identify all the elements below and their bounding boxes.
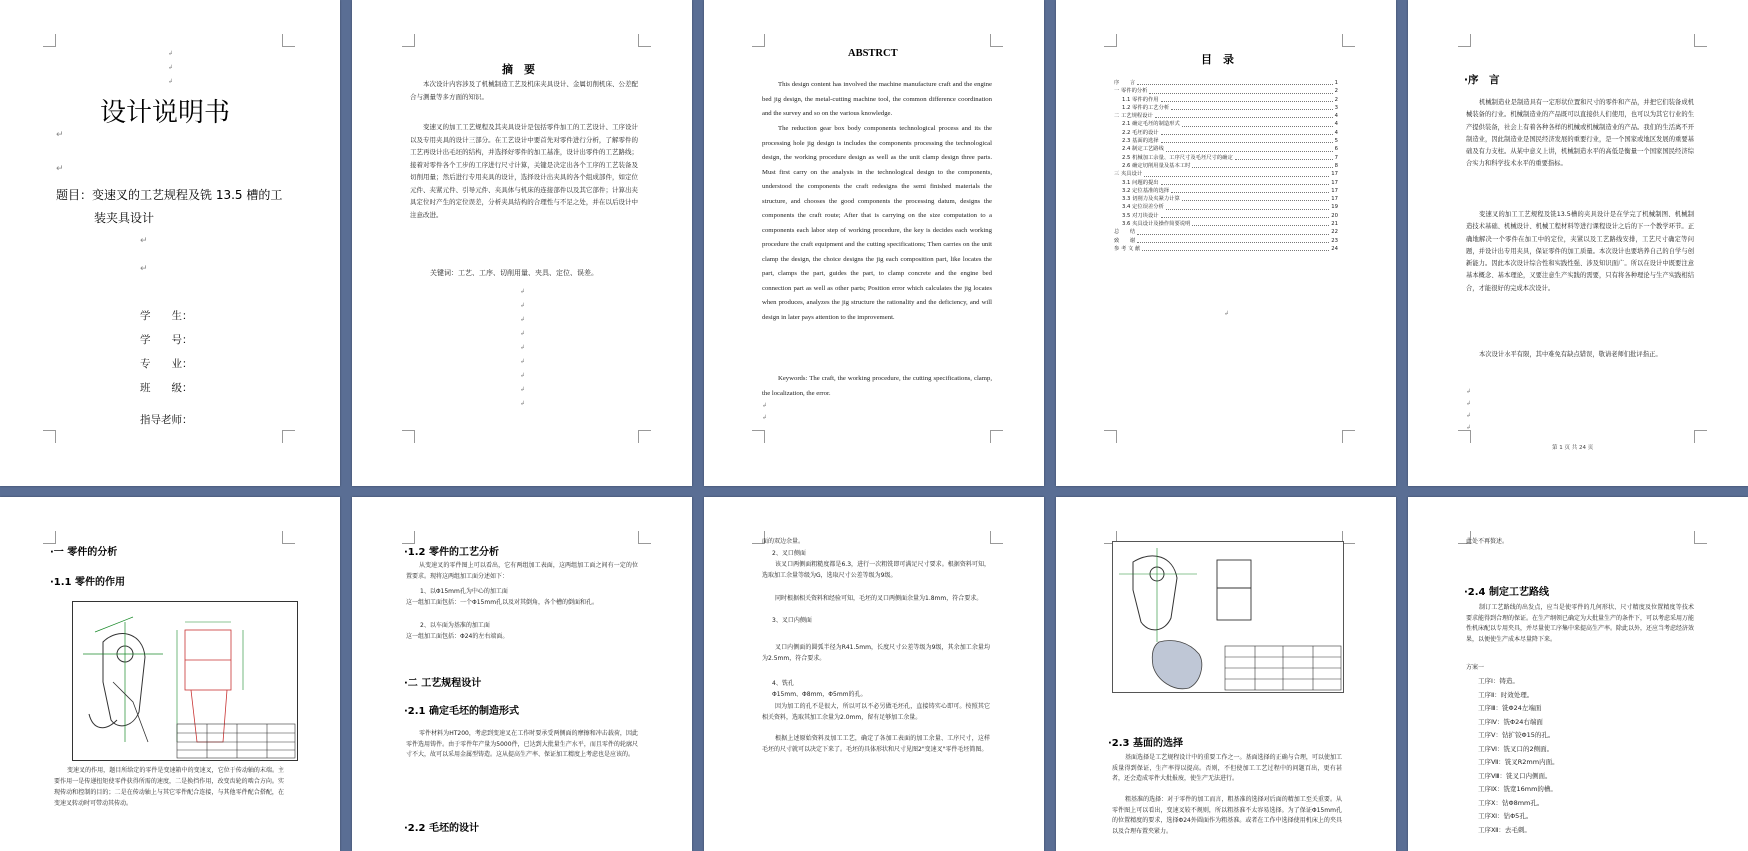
toc-leader [1137,237,1329,243]
toc-entry [1114,79,1338,87]
route-step: 工序Ⅺ：钻Φ5孔。 [1478,812,1533,820]
route-para-1: 制订工艺路线的出发点，应当是使零件的几何形状、尺寸精度及位置精度等技术要求能得到合理的保证。在生产纲领已确定为大批量生产的条件下，可以考虑采用万能性机床配以专用夹具，并尽量使工序集中来提高生产率。除此以外，还应当考虑经济效果，以便使生产成本尽量降下来。 [1466,604,1695,643]
toc-entry-page: 22 [1331,229,1338,236]
route-step: 工序Ⅶ：铣叉R2mm内面。 [1478,758,1559,766]
abstract-para-2: 变速叉的加工工艺规程及其夹具设计是包括零件加工的工艺设计、工序设计以及专用夹具的设计三部分。在工艺设计中要首先对零件进行分析，了解零件的工艺再设计出毛坯的结构，并选择好零件的加工基准，设计出零件的工艺路线；接着对零件各个工步的工序进行尺寸计算，关键是决定出各个工序的工艺装备及切削用量；然后进行专用夹具的设计，选择设计出夹具的各个组成部件，如定位元件、夹紧元件、引导元件、夹具体与机床的连接部件以及其它部件；计算出夹具定位时产生的定位误差，分析夹具结构的合理性与不足之处，并在以后设计中注意改进。 [410,123,638,219]
crop-mark [1104,430,1117,443]
crop-mark [1342,34,1355,47]
toc-entry-page: 17 [1331,179,1338,186]
toc-entry [1114,203,1338,211]
datum-para-2: 粗基准的选择：对于零件的加工而言，粗基准的选择对后面的精加工至关重要。从零件图上可以看出，变速叉较不规则，所以粗基准不太容易选择。为了保证Φ15mm孔的位置精度的要求，选择Φ24外圆面作为粗基准。或者在工作中选择使用机床上的夹具以及合理布置夹紧力。 [1112,796,1342,835]
toc-entry-label: 2.5 机械加工余量、工序尺寸及毛坯尺寸的确定 [1122,154,1233,161]
toc-entry-label: 致 谢 [1114,237,1136,244]
field-student-id: 学 号： [140,334,193,346]
toc-leader [1166,203,1329,209]
toc-leader [1142,245,1329,251]
toc-entry [1114,154,1338,162]
toc-leader [1161,129,1333,135]
toc-leader [1161,96,1333,102]
abstract-en-para-1: This design content has involved the machine manufacture craft and the engine bed jig design, the metal-cutting machine tool, the common difference coordination and the survey and so on the various knowledge. [762,81,992,117]
crop-mark [990,430,1003,443]
page-toc: 目 录 序 言 1 一 零件的分析 2 1.1 零件的作用 2 1.2 零件的工艺分析 3 二 工艺规程设计 4 2.1 确定毛坯的制造形式 4 2.2 毛坯的设计 4 2.3 基面的选择 5 2.4 制定工艺路线 6 2.5 机械加工余量、工序尺寸及毛坯尺寸的确定 7 2.6 确定切削用量及基本工时 8 三 夹具设计 17 3.1 问题的提出 17 3.2 定位基准的选择 17 3.3 切削力及夹紧力计算 17 3.4 定位误差分析 19 3.5 对刀块设计 20 3.6 夹具设计及操作简要说明 21 总 结 22 致 谢 23 参 考 文 献 24 ↲ [1056,0,1396,486]
toc-entry-page: 3 [1334,104,1338,111]
field-advisor: 指导老师： [140,414,193,426]
toc-list [1114,79,1338,253]
abstract-en-para-2: The reduction gear box body components technological process and its the processing hole jig design is includes the components processing the technological design, the working procedure design as well as the unit clamp design three parts. Must first carry on the analysis in the technological design to the components, understood the components the craft redesigns the semi finished materials the structure, and chooses the good components the processing datum, designs the components the craft route; After that is carrying on the size computation to a components each labor step of working procedure, the key is decides each working procedure the craft equipment and the cutting specifications; Then carries on the unit clamp the design, the choice designs the jig each composition part, like locates the part, clamps the part, guides the part, to clamp concrete and the engine bed connection part as well as other parts; Position error which calculates the jig locates when produces, analyzes the jig structure the rationality and the deficiency, and will design in later pays attention to the improvement. [762,125,992,321]
crop-mark [752,34,765,47]
route-step: 工序Ⅳ：铣Φ24右端面 [1478,717,1543,726]
toc-entry-page: 23 [1331,237,1338,244]
toc-leader [1149,87,1332,93]
toc-entry [1114,162,1338,170]
section-heading-1-2: ·1.2 零件的工艺分析 [404,547,499,558]
section-heading-2: ·二 工艺规程设计 [404,678,482,689]
toc-entry-page: 1 [1334,80,1338,86]
section-heading-2-2: ·2.2 毛坯的设计 [404,823,479,834]
toc-entry [1114,195,1338,203]
toc-leader [1161,137,1333,143]
blank-para-1: 面的双边余量。 [762,538,805,545]
crop-mark [638,531,651,544]
toc-entry-page: 21 [1331,221,1338,228]
toc-leader [1171,104,1332,110]
crop-mark [1104,34,1117,47]
student-info-fields [140,308,193,436]
abstract-heading: 摘 要 [502,63,535,76]
process-item-2-detail: 这一组加工面包括：Φ24的左右端面。 [406,633,509,640]
process-item-1: 1、以Φ15mm孔为中心的加工面 [420,588,508,595]
blank-para-4: 叉口内侧面的圆弧半径为R41.5mm，长度尺寸公差等级为9级，其余加工余量均为2.5mm，符合要求。 [762,644,990,662]
toc-entry [1114,104,1338,112]
abstract-en-heading: ABSTRCT [848,48,898,59]
route-step: 工序Ⅹ：钻Φ8mm孔。 [1478,798,1544,807]
route-step: 工序Ⅵ：铣叉口的2侧面。 [1478,744,1554,753]
datum-para-1: 基面选择是工艺规程设计中的重要工作之一。基面选择的正确与合理，可以使加工质量得到保证，生产率得以提高。否则，不但使加工工艺过程中的问题百出，更有甚者，还会造成零件大批报废，使生产无法进行。 [1112,754,1342,782]
crop-mark [402,34,415,47]
toc-entry-label: 总 结 [1114,229,1136,236]
toc-leader [1171,187,1329,193]
toc-entry-label: 2.2 毛坯的设计 [1122,129,1159,136]
part-drawing [72,601,298,761]
process-para-1: 从变速叉的零件图上可以看出，它有两组加工表面，这两组加工面之间有一定的位置要求。现将这两组加工面分述如下： [406,562,638,580]
route-step: 工序Ⅻ：去毛刺。 [1478,825,1531,834]
route-step: 工序Ⅴ：钻扩铰Φ15的孔。 [1478,731,1555,739]
toc-entry [1114,179,1338,187]
section-heading-2-4: ·2.4 制定工艺路线 [1464,587,1549,598]
route-plan-title: 方案一 [1466,664,1485,671]
crop-mark [752,430,765,443]
toc-entry [1114,228,1338,236]
toc-entry [1114,237,1338,245]
field-class: 班 级： [140,382,193,394]
toc-entry-page: 4 [1334,129,1338,136]
section-heading-1: ·一 零件的分析 [50,547,118,558]
preface-heading: ·序 言 [1464,74,1500,86]
toc-leader [1161,179,1330,185]
blank-item-2: 2、叉口侧面 [772,550,806,557]
toc-entry-page: 17 [1331,187,1338,194]
route-step: 工序Ⅰ：铸造。 [1478,677,1519,685]
toc-entry-label: 3.3 切削力及夹紧力计算 [1122,196,1180,203]
page-footer: 第 1 页 共 24 页 [1552,445,1594,451]
crop-mark [43,430,56,443]
toc-entry [1114,212,1338,220]
toc-entry-label: 2.4 制定工艺路线 [1122,146,1164,153]
toc-entry-label: 二 工艺规程设计 [1114,113,1153,120]
page-process-analysis [352,497,692,851]
crop-mark [282,531,295,544]
field-student: 学 生： [140,310,193,322]
page-preface: ·序 言 机械制造业是制造具有一定形状位置和尺寸的零件和产品，并把它们装备成机械装备的行业。机械制造业的产品既可以直接供人们使用，也可以为其它行业的生产提供装备，社会上有着各种各样的机械或机械制造业的产品。我们的生活离不开制造业，因此制造业是国民经济发展的重要行业，是一个国家或地区发展的重要基础及有力支柱。从某中意义上讲，机械制造水平的高低是衡量一个国家国民经济综合实力和科学技术水平的重要指标。 变速叉的加工工艺规程及铣13.5槽的夹具设计是在学完了机械制图、机械制造技术基础、机械设计、机械工程材料等进行课程设计之后的下一个教学环节。正确地解决一个零件在加工中的定位，夹紧以及工艺路线安排，工艺尺寸确定等问题，并设计出专用夹具，保证零件的加工质量。本次设计也要培养自己的自学与创新能力。因此本次设计综合性和实践性强、涉及知识面广。所以在设计中既要注意基本概念、基本理论，又要注意生产实践的需要，只有将各种理论与生产实践相结合，才能很好的完成本次设计。 本次设计水平有限，其中难免有缺点错误，敬请老师们批评指正。 ↲ ↲ ↲ ↲ 第 1 页 共 24 页 [1408,0,1748,486]
blank-para-2: 该叉口两侧面粗糙度都是6.3，进行一次粗铣即可满足尺寸要求。根据资料可知，选取加工余量等级为G，选取尺寸公差等级为9级。 [762,561,990,579]
route-steps [1478,675,1688,837]
toc-leader [1192,220,1329,226]
abstract-para-1: 本次设计内容涉及了机械制造工艺及机床夹具设计、金属切削机床、公差配合与测量等多方面的知识。 [410,80,638,101]
crop-mark [43,34,56,47]
toc-leader [1166,145,1333,151]
crop-mark [638,34,651,47]
toc-entry [1114,245,1338,253]
preface-para-2: 变速叉的加工工艺规程及铣13.5槽的夹具设计是在学完了机械制图、机械制造技术基础、机械设计、机械工程材料等进行课程设计之后的下一个教学环节。正确地解决一个零件在加工中的定位，夹紧以及工艺路线安排，工艺尺寸确定等问题，并设计出专用夹具，保证零件的加工质量。本次设计也要培养自己的自学与创新能力。因此本次设计综合性和实践性强、涉及知识面广。所以在设计中既要注意基本概念、基本理论，又要注意生产实践的需要，只有将各种理论与生产实践相结合，才能很好的完成本次设计。 [1466,211,1694,292]
toc-leader [1182,120,1333,126]
toc-entry-label: 3.2 定位基准的选择 [1122,187,1170,194]
toc-leader [1182,195,1329,201]
crop-mark [1694,34,1707,47]
toc-entry-label: 2.3 基面的选择 [1122,138,1159,145]
toc-leader [1137,228,1329,234]
section-heading-2-1: ·2.1 确定毛坯的制造形式 [404,706,519,717]
toc-entry [1114,145,1338,153]
toc-entry [1114,120,1338,128]
toc-leader [1144,170,1329,176]
blank-para-5: Φ15mm、Φ8mm，Φ5mm的孔。 [772,691,867,698]
abstract-keywords: 关键词：工艺、工序、切削用量、夹具、定位、误差。 [430,269,598,277]
crop-mark [282,34,295,47]
crop-mark [1458,34,1471,47]
toc-entry-label: 3.1 问题的提出 [1122,179,1159,186]
blank-para-7: 根据上述原始资料及加工工艺，确定了各加工表面的加工余量、工序尺寸，这样毛坯的尺寸就可以决定下来了。毛坯的具体形状和尺寸见图2"变速叉"零件毛坯简图。 [762,735,990,753]
toc-entry-page: 4 [1334,121,1338,128]
preface-para-1: 机械制造业是制造具有一定形状位置和尺寸的零件和产品，并把它们装备成机械装备的行业。机械制造业的产品既可以直接供人们使用，也可以为其它行业的生产提供装备，社会上有着各种各样的机械或机械制造业的产品。我们的生活离不开制造业，因此制造业是国民经济发展的重要行业，是一个国家或地区发展的重要基础及有力支柱。从某中意义上讲，机械制造水平的高低是衡量一个国家国民经济综合实力和科学技术水平的重要指标。 [1466,99,1694,168]
route-step: 工序Ⅲ：铣Φ24左端面 [1478,704,1542,712]
toc-entry-label: 序 言 [1114,80,1136,86]
toc-entry-label: 3.6 夹具设计及操作简要说明 [1122,221,1191,228]
process-item-1-detail: 这一组加工面包括：一个Φ15mm孔以及对其倒角，各个槽的倒面和孔。 [406,599,599,606]
crop-mark [1458,430,1471,443]
toc-entry-label: 3.5 对刀块设计 [1122,212,1159,219]
page-blank-design [704,497,1044,851]
blank-para-3: 同时根据相关资料和经验可知，毛坯的叉口两侧面余量为1.8mm，符合要求。 [775,595,983,602]
crop-mark [638,430,651,443]
page-abstract-cn: 摘 要 本次设计内容涉及了机械制造工艺及机床夹具设计、金属切削机床、公差配合与测量等多方面的知识。 变速叉的加工工艺规程及其夹具设计是包括零件加工的工艺设计、工序设计以及专用夹具的设计三部分。在工艺设计中要首先对零件进行分析，了解零件的工艺再设计出毛坯的结构，并选择好零件的加工基准，设计出零件的工艺路线；接着对零件各个工步的工序进行尺寸计算，关键是决定出各个工序的工艺装备及切削用量；然后进行专用夹具的设计，选择设计出夹具的各个组成部件，如定位元件、夹紧元件、引导元件、夹具体与机床的连接部件以及其它部件；计算出夹具定位时产生的定位误差，分析夹具结构的合理性与不足之处，并在以后设计中注意改进。 关键词：工艺、工序、切削用量、夹具、定位、误差。 ↲ ↲ ↲ ↲ ↲ ↲ ↲ ↲ ↲ [352,0,692,486]
section-heading-2-3: ·2.3 基面的选择 [1108,738,1183,749]
crop-mark [402,430,415,443]
toc-entry [1114,112,1338,120]
blank-para-6: 因为加工的孔不是很大，所以可以不必另做毛坯孔，直接铸实心即可。按照其它相关资料，选取其加工余量为2.0mm，留有足够加工余量。 [762,703,990,721]
toc-entry [1114,137,1338,145]
toc-entry-page: 2 [1334,96,1338,103]
toc-entry-label: 1.1 零件的作用 [1122,96,1159,103]
abstract-en-keywords: Keywords: The craft, the working procedure, the cutting specifications, clamp, the localization, the error. [762,375,992,397]
page-process-route [1408,497,1748,851]
toc-entry-label: 三 夹具设计 [1114,171,1143,178]
blank-item-4: 4、铣孔 [772,680,794,687]
section-heading-1-1: ·1.1 零件的作用 [50,577,125,588]
toc-entry-page: 20 [1331,212,1338,219]
toc-heading: 目 录 [1201,53,1234,66]
toc-leader [1161,212,1330,218]
blank-form-para: 零件材料为HT200，考虑到变速叉在工作时要承受两侧面的摩擦和冲击载荷，因此零件选用铸件。由于零件年产量为5000件，已达到大批量生产水平，而且零件的轮廓尺寸不大，故可以采用金属型铸造。这从提高生产率、保证加工精度上考虑也是应该的。 [406,730,638,758]
toc-entry-label: 一 零件的分析 [1114,88,1148,95]
process-item-2: 2、以车面为基准的加工面 [420,622,490,629]
route-step: 工序Ⅱ：时效处理。 [1478,690,1534,699]
crop-mark [1342,430,1355,443]
route-top-line: 此处不再赘述。 [1466,538,1509,545]
route-step: 工序Ⅸ：铣宽16mm的槽。 [1478,785,1557,793]
toc-entry-label: 2.1 确定毛坯的制造形式 [1122,121,1180,128]
crop-mark [990,531,1003,544]
part-function-para: 变速叉的作用，题目所给定的零件是变速箱中的变速叉，它位于传动轴的末端。主要作用一是传递扭矩使零件获得所需的速度，二是换挡作用，改变齿轮的啮合方向。实现传动和控制的目的；二是在传动轴上与其它零件配合连接，与其他零件配合搭配，在变速叉转动时可带动其传动。 [54,767,284,807]
page-datum-selection [1056,497,1396,851]
toc-entry [1114,170,1338,178]
toc-entry-page: 24 [1331,245,1338,252]
subject-line-2: 装夹具设计 [94,211,155,225]
toc-entry-page: 4 [1334,113,1338,120]
document-title: 设计说明书 [100,98,231,128]
toc-entry-page: 17 [1331,196,1338,203]
toc-entry-page: 6 [1334,146,1338,153]
toc-entry [1114,87,1338,95]
subject-line-1: 题目：变速叉的工艺规程及铣 13.5 槽的工 [56,188,283,202]
preface-para-3: 本次设计水平有限，其中难免有缺点错误，敬请老师们批评指正。 [1479,351,1662,358]
toc-entry-label: 3.4 定位误差分析 [1122,204,1164,211]
toc-entry-page: 2 [1334,88,1338,95]
toc-entry [1114,129,1338,137]
route-step: 工序Ⅷ：铣叉口内侧面。 [1478,771,1552,780]
toc-entry-page: 19 [1331,204,1338,211]
blank-drawing [1112,541,1344,693]
toc-entry-page: 7 [1334,154,1338,161]
toc-leader [1155,112,1333,118]
toc-entry-page: 8 [1334,162,1338,169]
crop-mark [990,34,1003,47]
page-part-analysis [0,497,340,851]
toc-entry-label: 参 考 文 献 [1114,245,1141,252]
toc-entry-label: 2.6 确定切削用量及基本工时 [1122,162,1191,169]
crop-mark [1694,430,1707,443]
toc-entry-page: 17 [1331,171,1338,178]
toc-leader [1137,79,1332,85]
field-major: 专 业： [140,358,193,370]
toc-leader [1235,154,1333,160]
page-abstract-en: ABSTRCT This design content has involved the machine manufacture craft and the engine bed jig design, the metal-cutting machine tool, the common difference coordination and the survey and so on the various knowledge. The reduction gear box body components technological process and its the processing hole jig design is includes the components processing the technological design, the working procedure design as well as the unit clamp design three parts. Must first carry on the analysis in the technological design to the components, understood the components the craft redesigns the semi finished materials the structure, and chooses the good components the processing datum, designs the components the craft route; After that is carrying on the size computation to a components each labor step of working procedure, the key is decides each working procedure the craft equipment and the cutting specifications; Then carries on the unit clamp the design, the choice designs the jig each composition part, like locates the part, clamps the part, guides the part, to clamp concrete and the engine bed connection part as well as other parts; Position error which calculates the jig locates when produces, analyzes the jig structure the rationality and the deficiency, and will design in later pays attention to the improvement. Keywords: The craft, the working procedure, the cutting specifications, clamp, the localization, the error. ↲ ↲ [704,0,1044,486]
toc-leader [1192,162,1332,168]
toc-entry [1114,220,1338,228]
page-cover: ↲ ↲ ↲ 设计说明书 ↵ ↵ 题目：变速叉的工艺规程及铣 13.5 槽的工 装夹具设计 ↵ ↵ 学 生： 学 号： 专 业： 班 级： 指导老师： [0,0,340,486]
crop-mark [282,430,295,443]
toc-entry [1114,96,1338,104]
toc-entry-label: 1.2 零件的工艺分析 [1122,104,1170,111]
toc-entry-page: 5 [1334,138,1338,145]
toc-entry [1114,187,1338,195]
crop-mark [1694,531,1707,544]
blank-item-3: 3、叉口内侧面 [772,617,812,624]
